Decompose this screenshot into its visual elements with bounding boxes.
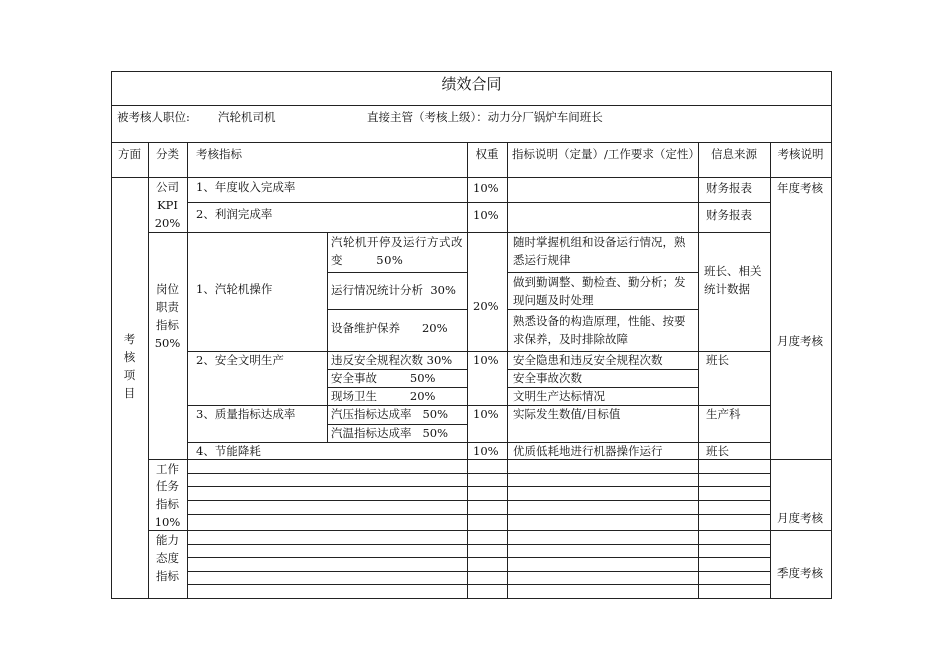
- row-line: [187, 584, 771, 585]
- duty-indicator: 1、汽轮机操作: [196, 282, 273, 296]
- row-line: [187, 473, 771, 474]
- category-attitude-line: 能力: [156, 533, 179, 547]
- category-kpi-line: 20%: [154, 216, 181, 230]
- sub-indicator: [331, 424, 448, 442]
- sub-indicator-pct: 50%: [422, 426, 449, 440]
- row-line: [111, 142, 832, 143]
- header-note: 考核说明: [777, 147, 824, 161]
- sub-indicator: [331, 369, 435, 387]
- kpi-weight: 10%: [473, 208, 499, 222]
- sub-indicator-name: 汽温指标达成率: [331, 426, 412, 440]
- row-line: [187, 500, 771, 501]
- sub-description: 安全隐患和违反安全规程次数: [513, 353, 663, 367]
- row-line: [187, 486, 771, 487]
- aspect-char: 项: [123, 368, 136, 382]
- category-task-line: 任务: [156, 479, 179, 493]
- col-line: [327, 232, 328, 443]
- row-line: [148, 530, 832, 531]
- row-line: [327, 309, 468, 310]
- duty-indicator: 2、安全文明生产: [196, 353, 284, 367]
- duty-indicator: 4、节能降耗: [196, 444, 261, 458]
- kpi-source: 财务报表: [706, 181, 752, 195]
- category-duty-line: 岗位: [156, 282, 179, 296]
- category-task-line: 10%: [154, 515, 181, 529]
- category-kpi-line: 公司: [156, 180, 179, 194]
- duty-indicator: 3、质量指标达成率: [196, 407, 296, 421]
- header-aspect: 方面: [118, 147, 141, 161]
- duty-weight: 10%: [473, 444, 499, 458]
- aspect-char: 目: [123, 386, 136, 400]
- sub-description: 熟悉设备的构造原理，性能、按要求保养，及时排除故障: [513, 314, 686, 346]
- aspect-char: 考: [123, 332, 136, 346]
- row-line: [327, 272, 468, 273]
- duty-weight: 10%: [473, 407, 499, 421]
- kpi-weight: 10%: [473, 181, 499, 195]
- sub-indicator-pct: 20%: [421, 321, 448, 335]
- row-line: [187, 202, 771, 203]
- table-border-top: [111, 71, 832, 72]
- sub-indicator: [331, 233, 467, 269]
- sub-indicator-name: 设备维护保养: [331, 321, 400, 335]
- aspect-char: 核: [123, 350, 136, 364]
- sub-indicator: [331, 281, 456, 299]
- duty-source: 生产科: [706, 407, 741, 421]
- sub-indicator-pct: 50%: [376, 253, 404, 267]
- sub-description: 实际发生数值/目标值: [513, 407, 621, 421]
- category-task-line: 工作: [156, 462, 179, 476]
- sub-indicator-pct: 30%: [430, 283, 456, 297]
- sub-indicator: [331, 351, 452, 369]
- kpi-indicator: 1、年度收入完成率: [196, 180, 296, 194]
- kpi-source: 财务报表: [706, 208, 752, 222]
- row-line: [187, 571, 771, 572]
- row-line: [187, 557, 771, 558]
- header-indicator: 考核指标: [196, 147, 242, 161]
- row-line: [507, 309, 699, 310]
- header-category: 分类: [156, 147, 179, 161]
- task-note: 月度考核: [777, 511, 823, 525]
- sub-indicator-name: 汽压指标达成率: [331, 407, 412, 421]
- row-line: [187, 544, 771, 545]
- sub-description: 做到勤调整、勤检查、勤分析；发现问题及时处理: [513, 275, 686, 307]
- sub-description: 安全事故次数: [513, 371, 582, 385]
- sub-description: 文明生产达标情况: [513, 389, 605, 403]
- duty-source: 班长: [706, 444, 729, 458]
- category-task-line: 指标: [156, 497, 179, 511]
- header-source: 信息来源: [711, 147, 757, 161]
- sub-indicator-pct: 50%: [422, 407, 449, 421]
- position-label: 被考核人职位:: [117, 110, 190, 124]
- category-kpi-line: KPI: [157, 198, 178, 212]
- sub-indicator-name: 安全事故: [331, 371, 377, 385]
- duty-weight: 10%: [473, 353, 499, 367]
- sub-indicator-name: 汽轮机开停及运行方式改变: [331, 235, 463, 267]
- kpi-note: 年度考核: [777, 181, 823, 195]
- category-duty-line: 50%: [154, 336, 181, 350]
- category-attitude-line: 指标: [156, 569, 179, 583]
- kpi-indicator: 2、利润完成率: [196, 207, 273, 221]
- duty-source: 班长、相关统计数据: [704, 264, 762, 296]
- sub-indicator-pct: 20%: [409, 389, 436, 403]
- header-weight: 权重: [475, 147, 499, 161]
- sub-description: 优质低耗地进行机器操作运行: [513, 444, 663, 458]
- row-line: [111, 105, 832, 106]
- category-attitude-line: 态度: [156, 551, 179, 565]
- sub-indicator-name: 违反安全规程次数: [331, 353, 423, 367]
- supervisor-text: 直接主管（考核上级）：动力分厂锅炉车间班长: [367, 110, 603, 124]
- duty-source: 班长: [706, 353, 729, 367]
- table-border-bottom: [111, 598, 832, 599]
- sub-indicator: [331, 387, 435, 405]
- position-value: 汽轮机司机: [218, 110, 276, 124]
- header-description: 指标说明（定量）/工作要求（定性）: [512, 147, 700, 161]
- duty-weight: 20%: [473, 299, 499, 313]
- page-title: 绩效合同: [441, 75, 502, 93]
- sub-indicator: [331, 319, 448, 337]
- attitude-note: 季度考核: [777, 566, 823, 580]
- row-line: [187, 514, 771, 515]
- sub-indicator-name: 现场卫生: [331, 389, 377, 403]
- sub-indicator-pct: 50%: [409, 371, 436, 385]
- category-duty-line: 指标: [156, 318, 179, 332]
- category-duty-line: 职责: [156, 300, 179, 314]
- table-border-right: [831, 71, 832, 599]
- sub-indicator-name: 运行情况统计分析: [331, 283, 423, 297]
- sub-indicator: [331, 405, 448, 423]
- sub-indicator-pct: 30%: [426, 353, 453, 367]
- duty-note: 月度考核: [777, 334, 823, 348]
- sub-description: 随时掌握机组和设备运行情况，熟悉运行规律: [513, 235, 686, 267]
